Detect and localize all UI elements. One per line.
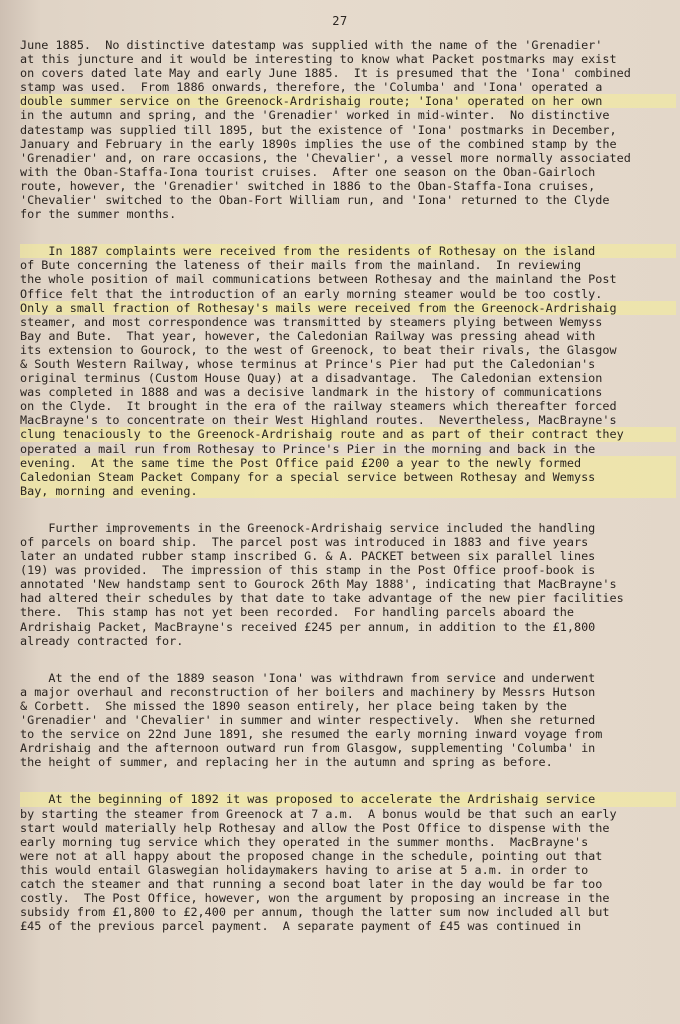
text-line: operated a mail run from Rothesay to Prince's Pier in the morning and back in the [20, 441, 596, 456]
text-line: 'Chevalier' switched to the Oban-Fort William run, and 'Iona' returned to the Clyde [20, 193, 610, 208]
text-line: & South Western Railway, whose terminus at Prince's Pier had put the Caledonian's [20, 356, 596, 371]
text-line: later an undated rubber stamp inscribed G. & A. PACKET between six parallel lines [20, 549, 596, 564]
paragraph-2 [20, 244, 676, 498]
text-line: 'Grenadier' and, on rare occasions, the 'Chevalier', a vessel more normally associated [20, 150, 631, 165]
text-line: route, however, the 'Grenadier' switched in 1886 to the Oban-Staffa-Iona cruises, [20, 178, 596, 193]
text-line: its extension to Gourock, to the west of Greenock, to beat their rivals, the Glasgow [20, 342, 617, 357]
text-line: by starting the steamer from Greenock at 7 a.m. A bonus would be that such an early [20, 806, 617, 821]
text-line: of parcels on board ship. The parcel post was introduced in 1883 and five years [20, 535, 589, 549]
text-line: Office felt that the introduction of an early morning steamer would be too costly. [20, 286, 603, 301]
paragraph-4 [20, 671, 676, 770]
text-line: there. This stamp has not yet been recorded. For handling parcels aboard the [20, 605, 574, 620]
text-line: to the service on 22nd June 1891, she resumed the early morning inward voyage from [20, 727, 603, 742]
text-line: At the beginning of 1892 it was proposed to accelerate the Ardrishaig service [20, 792, 676, 806]
text-line: Bay, morning and evening. [20, 484, 676, 498]
text-line: At the end of the 1889 season 'Iona' was withdrawn from service and underwent [20, 670, 596, 685]
text-line: (19) was provided. The impression of this stamp in the Post Office proof-book is [20, 563, 596, 578]
text-line: £45 of the previous parcel payment. A separate payment of £45 was continued in [20, 919, 582, 934]
text-line: at this juncture and it would be interesting to know what Packet postmarks may exist [20, 52, 617, 67]
text-line: costly. The Post Office, however, won the argument by proposing an increase in the [20, 891, 610, 906]
text-line: this would entail Glaswegian holidaymakers having to arise at 5 a.m. in order to [20, 862, 589, 877]
text-line: original terminus (Custom House Quay) at a disadvantage. The Caledonian extension [20, 371, 603, 386]
body-text [20, 38, 676, 956]
text-line: already contracted for. [20, 633, 184, 648]
text-line: clung tenaciously to the Greenock-Ardrishaig route and as part of their contract they [20, 427, 676, 441]
text-line: Only a small fraction of Rothesay's mails were received from the Greenock-Ardrishaig [20, 301, 676, 315]
text-line: in the autumn and spring, and the 'Grenadier' worked in mid-winter. No distinctive [20, 108, 610, 123]
page-number: 27 [332, 14, 348, 28]
text-line: was completed in 1888 and was a decisive landmark in the history of communications [20, 385, 603, 400]
text-line: June 1885. No distinctive datestamp was supplied with the name of the 'Grenadier' [20, 38, 603, 52]
text-line: In 1887 complaints were received from the residents of Rothesay on the island [20, 244, 676, 258]
paragraph-1 [20, 38, 676, 221]
text-line: Caledonian Steam Packet Company for a special service between Rothesay and Wemyss [20, 470, 676, 484]
text-line: were not at all happy about the proposed change in the schedule, pointing out that [20, 848, 603, 863]
text-line: the whole position of mail communications between Rothesay and the mainland the Post [20, 272, 617, 287]
text-line: Further improvements in the Greenock-Ardrishaig service included the handling [20, 520, 596, 535]
text-line: with the Oban-Staffa-Iona tourist cruises. After one season on the Oban-Gairloch [20, 164, 596, 179]
text-line: on the Clyde. It brought in the era of the railway steamers which thereafter forced [20, 399, 617, 414]
text-line: catch the steamer and that running a second boat later in the day would be far too [20, 876, 603, 891]
text-line: subsidy from £1,800 to £2,400 per annum, though the latter sum now included all but [20, 905, 610, 920]
text-line: start would materially help Rothesay and allow the Post Office to dispense with the [20, 820, 610, 835]
text-line: on covers dated late May and early June 1885. It is presumed that the 'Iona' combined [20, 66, 631, 81]
text-line: January and February in the early 1890s implies the use of the combined stamp by the [20, 136, 617, 151]
text-line: a major overhaul and reconstruction of her boilers and machinery by Messrs Hutson [20, 684, 596, 699]
text-line: early morning tug service which they operated in the summer months. MacBrayne's [20, 834, 589, 849]
text-line: the height of summer, and replacing her in the autumn and spring as before. [20, 755, 553, 770]
text-line: of Bute concerning the lateness of their mails from the mainland. In reviewing [20, 258, 582, 273]
text-line: had altered their schedules by that date to take advantage of the new pier facilities [20, 591, 624, 606]
text-line: steamer, and most correspondence was transmitted by steamers plying between Wemyss [20, 314, 603, 329]
text-line: stamp was used. From 1886 onwards, therefore, the 'Columba' and 'Iona' operated a [20, 80, 603, 95]
text-line: double summer service on the Greenock-Ardrishaig route; 'Iona' operated on her own [20, 94, 676, 108]
paragraph-5 [20, 792, 676, 933]
text-line: annotated 'New handstamp sent to Gourock 26th May 1888', indicating that MacBrayne's [20, 577, 617, 592]
text-line: evening. At the same time the Post Office paid £200 a year to the newly formed [20, 456, 676, 470]
text-line: 'Grenadier' and 'Chevalier' in summer and winter respectively. When she returned [20, 713, 596, 728]
text-line: Ardrishaig and the afternoon outward run from Glasgow, supplementing 'Columba' in [20, 741, 596, 756]
text-line: & Corbett. She missed the 1890 season entirely, her place being taken by the [20, 698, 567, 713]
text-line: datestamp was supplied till 1895, but the existence of 'Iona' postmarks in December, [20, 122, 617, 137]
text-line: Ardrishaig Packet, MacBrayne's received £245 per annum, in addition to the £1,800 [20, 619, 596, 634]
text-line: for the summer months. [20, 207, 177, 222]
paragraph-3 [20, 521, 676, 648]
text-line: MacBrayne's to concentrate on their West Highland routes. Nevertheless, MacBrayne's [20, 413, 617, 428]
text-line: Bay and Bute. That year, however, the Caledonian Railway was pressing ahead with [20, 328, 596, 343]
